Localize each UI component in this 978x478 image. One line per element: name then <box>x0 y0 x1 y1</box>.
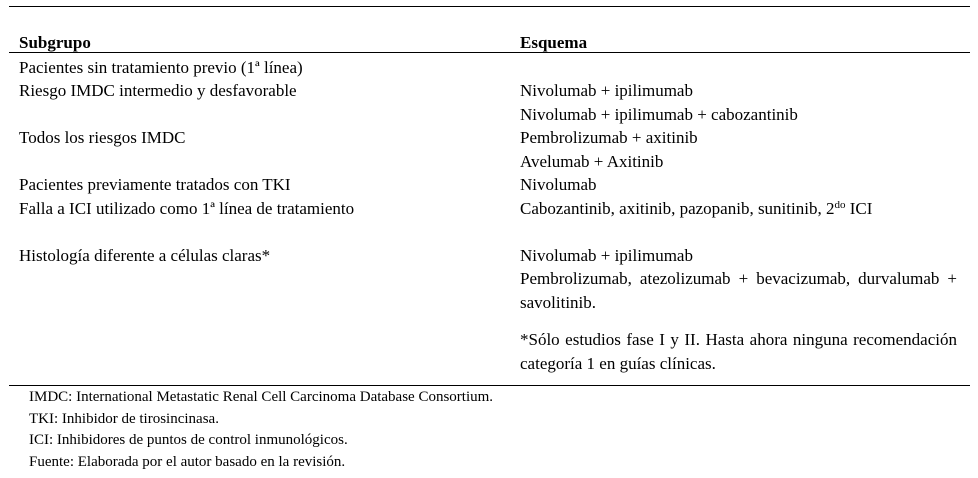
note-ici: ICI: Inhibidores de puntos de control inmunológicos. <box>29 432 348 448</box>
row-subgroup: Riesgo IMDC intermedio y desfavorable <box>19 81 297 100</box>
note-source: Fuente: Elaborada por el autor basado en la revisión. <box>29 453 346 470</box>
footnote-scheme: *Sólo estudios fase I y II. Hasta ahora ninguna recomendación categoría 1 en guías clínicas. <box>520 330 957 373</box>
row-scheme: Nivolumab <box>520 175 597 194</box>
row-scheme: Nivolumab + ipilimumab + cabozantinib <box>520 105 798 124</box>
row-scheme: Pembrolizumab + axitinib <box>520 128 698 147</box>
note-tki: TKI: Inhibidor de tirosincinasa. <box>29 410 219 427</box>
row-scheme: Nivolumab + ipilimumab <box>520 81 693 100</box>
row-scheme-main: Cabozantinib, axitinib, pazopanib, sunitinib, 2 <box>520 199 835 218</box>
row-subgroup: Todos los riesgos IMDC <box>19 128 186 147</box>
table-body <box>9 53 970 385</box>
table-header <box>9 7 970 52</box>
header-subgroup: Subgrupo <box>19 33 91 52</box>
table-notes <box>29 387 493 473</box>
row-scheme-superscript: do <box>834 199 846 211</box>
row-scheme: Pembrolizumab, atezolizumab + bevacizumab, durvalumab + savolitinib. <box>520 269 957 312</box>
row-scheme <box>520 197 872 221</box>
row-subgroup: Falla a ICI utilizado como 1ª línea de tratamiento <box>19 199 355 218</box>
note-imdc: IMDC: International Metastatic Renal Cell Carcinoma Database Consortium. <box>29 389 494 405</box>
regimen-table <box>9 6 970 386</box>
row-subgroup: Histología diferente a células claras* <box>19 246 271 265</box>
row-scheme-tail: ICI <box>845 199 873 218</box>
row-scheme: Avelumab + Axitinib <box>520 152 664 171</box>
row-subgroup: Pacientes previamente tratados con TKI <box>19 175 291 194</box>
row-subgroup: Pacientes sin tratamiento previo (1ª línea) <box>19 58 303 77</box>
row-scheme: Nivolumab + ipilimumab <box>520 246 693 265</box>
table-bottom-rule <box>9 385 970 386</box>
header-scheme: Esquema <box>520 33 588 52</box>
